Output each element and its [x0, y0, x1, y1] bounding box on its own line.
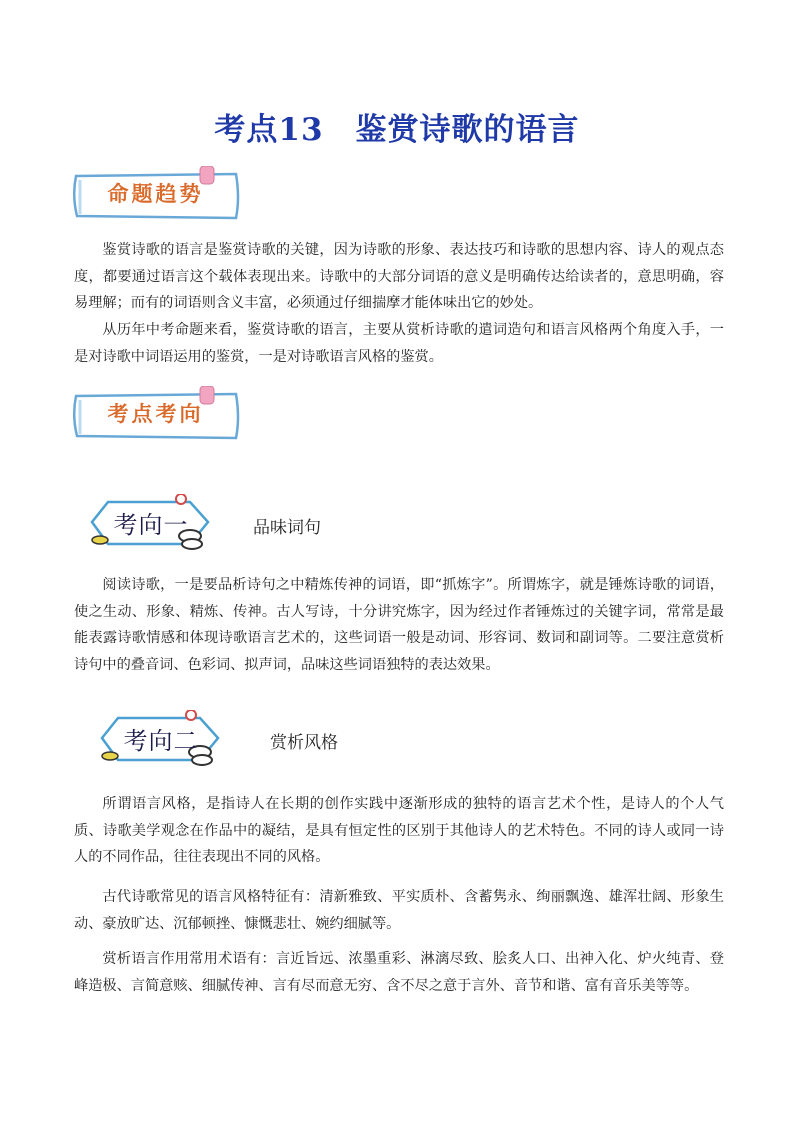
direction-heading-1: 品味词句 [253, 518, 321, 538]
section-label: 命题趋势 [107, 182, 204, 206]
direction-badge-label: 考向二 [123, 727, 199, 755]
section-badge-trend [68, 166, 243, 222]
direction-badge-2 [88, 710, 228, 770]
section-badge-points [68, 386, 243, 442]
page-title: 考点13 鉴赏诗歌的语言 [214, 112, 580, 148]
direction2-paragraph-3: 赏析语言作用常用术语有：言近旨远、浓墨重彩、淋漓尽致、脍炙人口、出神入化、炉火纯青、登峰造极、言简意赅、细腻传神、言有尽而意无穷、含不尽之意于言外、音节和谐、富有音乐美等等。 [74, 951, 724, 994]
section-label: 考点考向 [107, 402, 204, 426]
direction-badge-label: 考向一 [113, 511, 189, 539]
direction2-paragraph-1: 所谓语言风格，是指诗人在长期的创作实践中逐渐形成的独特的语言艺术个性，是诗人的个人气质、诗歌美学观念在作品中的凝结，是具有恒定性的区别于其他诗人的艺术特色。不同的诗人或同一诗人的不同作品，往往表现出不同的风格。 [74, 796, 724, 865]
direction-heading-2: 赏析风格 [270, 733, 338, 753]
direction2-paragraph-2: 古代诗歌常见的语言风格特征有：清新雅致、平实质朴、含蓄隽永、绚丽飘逸、雄浑壮阔、形象生动、豪放旷达、沉郁顿挫、慷慨悲壮、婉约细腻等。 [74, 889, 724, 932]
direction-badge-1 [78, 494, 218, 554]
trend-paragraph-2: 从历年中考命题来看，鉴赏诗歌的语言，主要从赏析诗歌的遣词造句和语言风格两个角度入手，一是对诗歌中词语运用的鉴赏，一是对诗歌语言风格的鉴赏。 [74, 322, 724, 365]
trend-paragraph-1: 鉴赏诗歌的语言是鉴赏诗歌的关键，因为诗歌的形象、表达技巧和诗歌的思想内容、诗人的观点态度，都要通过语言这个载体表现出来。诗歌中的大部分词语的意义是明确传达给读者的，意思明确，容易理解；而有的词语则含义丰富，必须通过仔细揣摩才能体味出它的妙处。 [74, 242, 724, 311]
direction1-paragraph-1: 阅读诗歌，一是要品析诗句之中精炼传神的词语，即“抓炼字”。所谓炼字，就是锤炼诗歌的词语，使之生动、形象、精炼、传神。古人写诗，十分讲究炼字，因为经过作者锤炼过的关键字词，常常是最能表露诗歌情感和体现诗歌语言艺术的，这些词语一般是动词、形容词、数词和副词等。二要注意赏析诗句中的叠音词、色彩词、拟声词，品味这些词语独特的表达效果。 [74, 577, 724, 673]
